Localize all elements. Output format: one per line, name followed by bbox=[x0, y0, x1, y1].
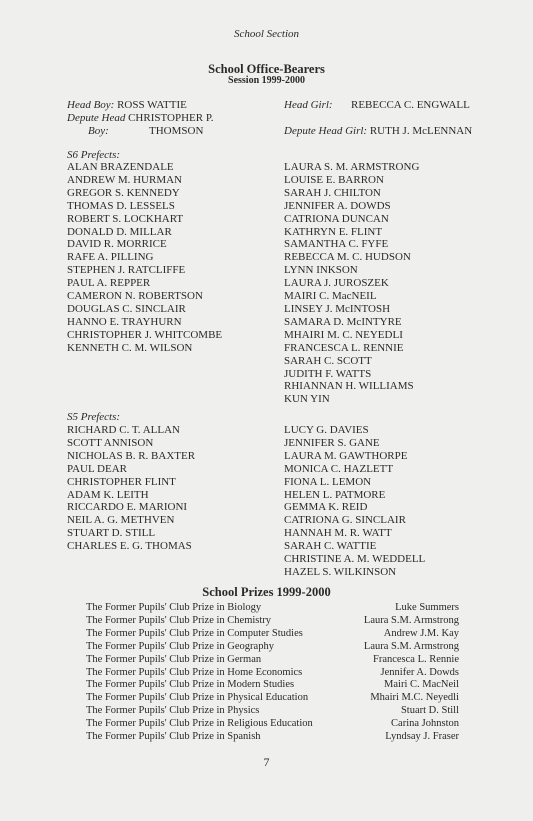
prize-name: The Former Pupils' Club Prize in Geography bbox=[86, 640, 274, 652]
list-item: NEIL A. G. METHVEN bbox=[67, 514, 175, 527]
prize-name: The Former Pupils' Club Prize in Spanish bbox=[86, 731, 261, 743]
list-item: ROBERT S. LOCKHART bbox=[67, 212, 184, 225]
head-girl-label: Head Girl: bbox=[284, 99, 333, 111]
list-item: CHARLES E. G. THOMAS bbox=[67, 540, 192, 553]
prize-winner: Andrew J.M. Kay bbox=[383, 627, 459, 639]
list-item: CATRIONA G. SINCLAIR bbox=[284, 514, 406, 527]
prize-list bbox=[86, 602, 459, 744]
list-item: MHAIRI M. C. NEYEDLI bbox=[284, 328, 403, 341]
list-item: GREGOR S. KENNEDY bbox=[67, 186, 180, 199]
prize-name: The Former Pupils' Club Prize in Physical Education bbox=[86, 692, 309, 704]
depute-head-boy-name-2: THOMSON bbox=[149, 125, 204, 137]
list-item: LAURA J. JUROSZEK bbox=[284, 277, 389, 290]
list-item: STEPHEN J. RATCLIFFE bbox=[67, 264, 186, 277]
depute-head-boy-label-2: Boy: bbox=[88, 125, 109, 137]
prize-winner: Mhairi M.C. Neyedli bbox=[370, 692, 459, 704]
prize-winner: Laura S.M. Armstrong bbox=[363, 614, 459, 626]
prize-row bbox=[86, 705, 459, 718]
section-header: School Section bbox=[233, 28, 300, 40]
list-item: SCOTT ANNISON bbox=[67, 436, 154, 449]
list-item: RICCARDO E. MARIONI bbox=[67, 501, 188, 514]
depute-head-boy-label: Depute Head bbox=[67, 112, 126, 124]
s6-prefects-label: S6 Prefects: bbox=[67, 149, 121, 161]
list-item: THOMAS D. LESSELS bbox=[67, 199, 175, 212]
prize-row bbox=[86, 615, 459, 628]
list-item: DAVID R. MORRICE bbox=[67, 238, 167, 251]
list-item: PAUL A. REPPER bbox=[67, 277, 151, 290]
prize-name: The Former Pupils' Club Prize in Biology bbox=[86, 602, 262, 613]
prize-winner: Mairi C. MacNeil bbox=[384, 679, 459, 691]
prize-winner: Laura S.M. Armstrong bbox=[363, 640, 459, 652]
head-boy-name: ROSS WATTIE bbox=[117, 99, 187, 111]
list-item: DOUGLAS C. SINCLAIR bbox=[67, 302, 186, 315]
list-item: FIONA L. LEMON bbox=[284, 475, 372, 488]
prize-winner: Francesca L. Rennie bbox=[372, 653, 459, 665]
page-number: 7 bbox=[263, 755, 270, 769]
list-item: JENNIFER S. GANE bbox=[284, 436, 380, 449]
prize-row bbox=[86, 602, 459, 615]
list-item: CHRISTINE A. M. WEDDELL bbox=[284, 553, 426, 566]
prize-row bbox=[86, 667, 459, 680]
list-item: SARAH C. SCOTT bbox=[284, 354, 372, 367]
list-item: DONALD D. MILLAR bbox=[67, 225, 172, 238]
list-item: CAMERON N. ROBERTSON bbox=[67, 290, 203, 303]
s6-girls-list bbox=[284, 161, 419, 406]
list-item: HAZEL S. WILKINSON bbox=[284, 565, 397, 578]
s5-girls-list bbox=[284, 424, 425, 579]
page-title: School Office-Bearers bbox=[208, 62, 325, 76]
prize-row bbox=[86, 718, 459, 731]
head-boy-line bbox=[67, 99, 187, 112]
prize-name: The Former Pupils' Club Prize in Chemistry bbox=[86, 614, 272, 626]
head-girl-name: REBECCA C. ENGWALL bbox=[351, 99, 470, 111]
list-item: CATRIONA DUNCAN bbox=[284, 212, 389, 225]
list-item: MAIRI C. MacNEIL bbox=[284, 290, 377, 303]
depute-head-girl-line bbox=[284, 125, 472, 138]
list-item: REBECCA M. C. HUDSON bbox=[284, 251, 411, 264]
list-item: JENNIFER A. DOWDS bbox=[284, 199, 391, 212]
prize-winner: Lyndsay J. Fraser bbox=[385, 731, 459, 743]
prize-winner: Carina Johnston bbox=[391, 718, 459, 730]
list-item: JUDITH F. WATTS bbox=[284, 367, 372, 380]
depute-head-girl-label: Depute Head Girl: bbox=[284, 125, 368, 137]
list-item: GEMMA K. REID bbox=[284, 501, 368, 514]
list-item: LAURA M. GAWTHORPE bbox=[284, 449, 408, 462]
prize-row bbox=[86, 628, 459, 641]
list-item: RAFE A. PILLING bbox=[67, 251, 154, 264]
depute-head-girl-name: RUTH J. McLENNAN bbox=[369, 125, 473, 137]
s5-boys-list bbox=[67, 424, 195, 553]
list-item: ADAM K. LEITH bbox=[67, 488, 149, 501]
prizes-title: School Prizes 1999-2000 bbox=[202, 585, 331, 599]
list-item: LINSEY J. McINTOSH bbox=[284, 302, 391, 315]
prize-row bbox=[86, 654, 459, 667]
s5-prefects-label: S5 Prefects: bbox=[67, 411, 121, 423]
list-item: ANDREW M. HURMAN bbox=[67, 173, 182, 186]
list-item: LUCY G. DAVIES bbox=[284, 424, 369, 436]
prize-row bbox=[86, 679, 459, 692]
prize-name: The Former Pupils' Club Prize in Modern Studies bbox=[86, 679, 295, 691]
list-item: FRANCESCA L. RENNIE bbox=[284, 341, 404, 354]
list-item: SAMARA D. McINTYRE bbox=[284, 315, 402, 328]
prize-winner: Luke Summers bbox=[395, 602, 459, 613]
list-item: PAUL DEAR bbox=[67, 462, 128, 475]
prize-winner: Stuart D. Still bbox=[400, 705, 459, 717]
list-item: LOUISE E. BARRON bbox=[284, 173, 384, 186]
prize-name: The Former Pupils' Club Prize in Religious Education bbox=[86, 718, 313, 730]
list-item: ALAN BRAZENDALE bbox=[67, 161, 174, 173]
list-item: SAMANTHA C. FYFE bbox=[284, 238, 389, 251]
list-item: CHRISTOPHER J. WHITCOMBE bbox=[67, 328, 223, 341]
list-item: HANNO E. TRAYHURN bbox=[67, 315, 182, 328]
list-item: RICHARD C. T. ALLAN bbox=[67, 424, 180, 436]
list-item: KENNETH C. M. WILSON bbox=[67, 341, 193, 354]
prize-name: The Former Pupils' Club Prize in Physics bbox=[86, 705, 260, 717]
depute-head-boy-name-1: CHRISTOPHER P. bbox=[128, 112, 214, 124]
list-item: RHIANNAN H. WILLIAMS bbox=[284, 380, 414, 393]
list-item: LYNN INKSON bbox=[284, 264, 358, 277]
prize-row bbox=[86, 641, 459, 654]
list-item: HANNAH M. R. WATT bbox=[284, 527, 392, 540]
prize-name: The Former Pupils' Club Prize in Home Economics bbox=[86, 666, 303, 678]
head-boy-label: Head Boy: bbox=[67, 99, 115, 111]
list-item: MONICA C. HAZLETT bbox=[284, 462, 394, 475]
prize-name: The Former Pupils' Club Prize in German bbox=[86, 653, 262, 665]
prize-winner: Jennifer A. Dowds bbox=[380, 666, 459, 678]
prize-row bbox=[86, 692, 459, 705]
list-item: LAURA S. M. ARMSTRONG bbox=[284, 161, 420, 173]
list-item: SARAH C. WATTIE bbox=[284, 540, 377, 553]
list-item: KATHRYN E. FLINT bbox=[284, 225, 383, 238]
list-item: HELEN L. PATMORE bbox=[284, 488, 386, 501]
depute-head-boy-line-1 bbox=[67, 112, 213, 125]
s6-boys-list bbox=[67, 161, 222, 355]
list-item: CHRISTOPHER FLINT bbox=[67, 475, 176, 488]
prize-row bbox=[86, 731, 459, 744]
list-item: KUN YIN bbox=[284, 393, 330, 406]
list-item: NICHOLAS B. R. BAXTER bbox=[67, 449, 196, 462]
page-subtitle: Session 1999-2000 bbox=[228, 75, 305, 86]
list-item: STUART D. STILL bbox=[67, 527, 156, 540]
list-item: SARAH J. CHILTON bbox=[284, 186, 381, 199]
prize-name: The Former Pupils' Club Prize in Computer Studies bbox=[86, 627, 303, 639]
